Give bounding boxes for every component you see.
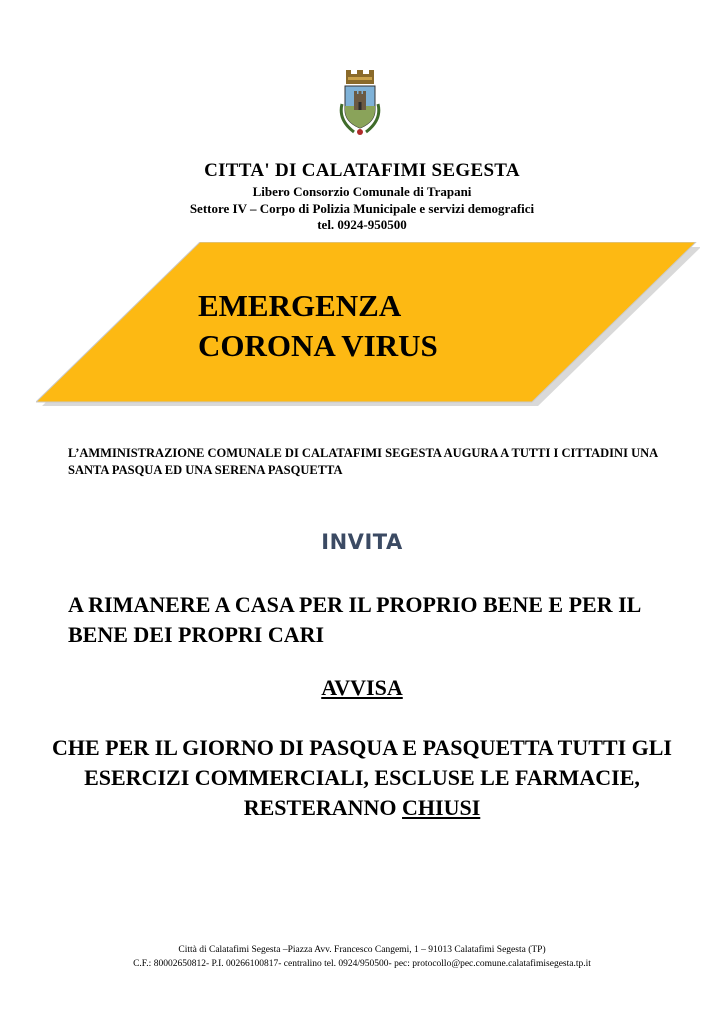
footer-contacts: C.F.: 80002650812- P.I. 00266100817- centralino tel. 0924/950500- pec: protocollo@pec.comune.calatafimisegesta.tp.it — [133, 959, 591, 969]
closure-notice-text: CHE PER IL GIORNO DI PASQUA E PASQUETTA TUTTI GLI ESERCIZI COMMERCIALI, ESCLUSE LE FARMACIE, RESTERANNO — [51, 735, 672, 820]
banner-title-line1: EMERGENZA — [198, 288, 402, 323]
emergency-banner — [36, 242, 700, 406]
footer-address: Città di Calatafimi Segesta –Piazza Avv. Francesco Cangemi, 1 – 91013 Calatafimi Segesta (TP) — [178, 945, 546, 955]
sector-name: Settore IV – Corpo di Polizia Municipale e servizi demografici — [189, 201, 535, 216]
closed-emphasis: CHIUSI — [402, 795, 481, 820]
invita-heading: INVITA — [321, 530, 403, 554]
banner-title-line2: CORONA VIRUS — [198, 328, 438, 363]
phone-number: tel. 0924-950500 — [317, 217, 407, 232]
avvisa-heading: AVVISA — [321, 675, 403, 700]
coat-of-arms-icon — [330, 68, 390, 140]
city-name: CITTA' DI CALATAFIMI SEGESTA — [204, 160, 520, 181]
consortium-name: Libero Consorzio Comunale di Trapani — [252, 184, 472, 199]
closure-notice — [40, 733, 684, 823]
greeting-text: L’AMMINISTRAZIONE COMUNALE DI CALATAFIMI SEGESTA AUGURA A TUTTI I CITTADINI UNA SANTA PASQUA ED UNA SERENA PASQUETTA — [68, 446, 658, 477]
stay-home-text: A RIMANERE A CASA PER IL PROPRIO BENE E PER IL BENE DEI PROPRI CARI — [68, 592, 641, 647]
